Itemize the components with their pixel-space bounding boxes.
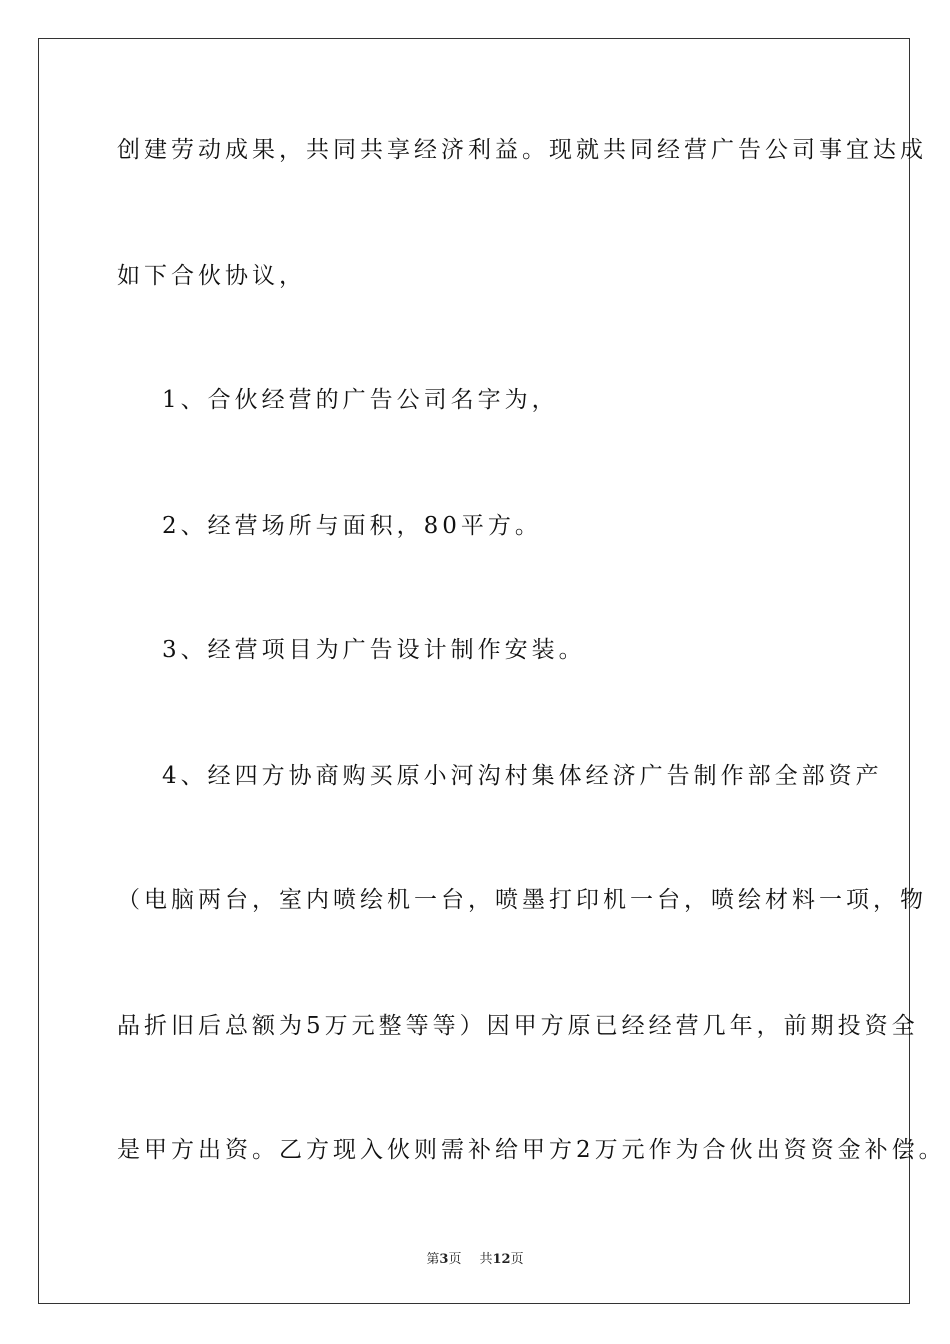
- footer-total-prefix: 共: [479, 1252, 493, 1267]
- body-line-1: 创建劳动成果，共同共享经济利益。现就共同经营广告公司事宜达成: [117, 137, 927, 163]
- footer-total-suffix: 页: [510, 1252, 524, 1267]
- body-line-2: 如下合伙协议，: [117, 263, 306, 289]
- footer-page-suffix: 页: [448, 1252, 462, 1267]
- body-line-8: 品折旧后总额为5万元整等等）因甲方原已经经营几年，前期投资全: [117, 1013, 919, 1039]
- clause-2: 2、经营场所与面积，80平方。: [162, 513, 542, 539]
- footer-page-current: 3: [439, 1252, 449, 1267]
- clause-3: 3、经营项目为广告设计制作安装。: [162, 637, 586, 663]
- body-line-9: 是甲方出资。乙方现入伙则需补给甲方2万元作为合伙出资资金补偿。: [117, 1137, 946, 1163]
- footer-page-total: 12: [492, 1252, 511, 1267]
- body-line-7: （电脑两台，室内喷绘机一台，喷墨打印机一台，喷绘材料一项，物: [117, 887, 927, 913]
- clause-1: 1、合伙经营的广告公司名字为，: [162, 387, 559, 413]
- clause-4: 4、经四方协商购买原小河沟村集体经济广告制作部全部资产: [162, 763, 883, 789]
- footer-page-prefix: 第: [426, 1252, 440, 1267]
- page-border: [38, 38, 946, 1304]
- page-footer: [0, 1248, 950, 1267]
